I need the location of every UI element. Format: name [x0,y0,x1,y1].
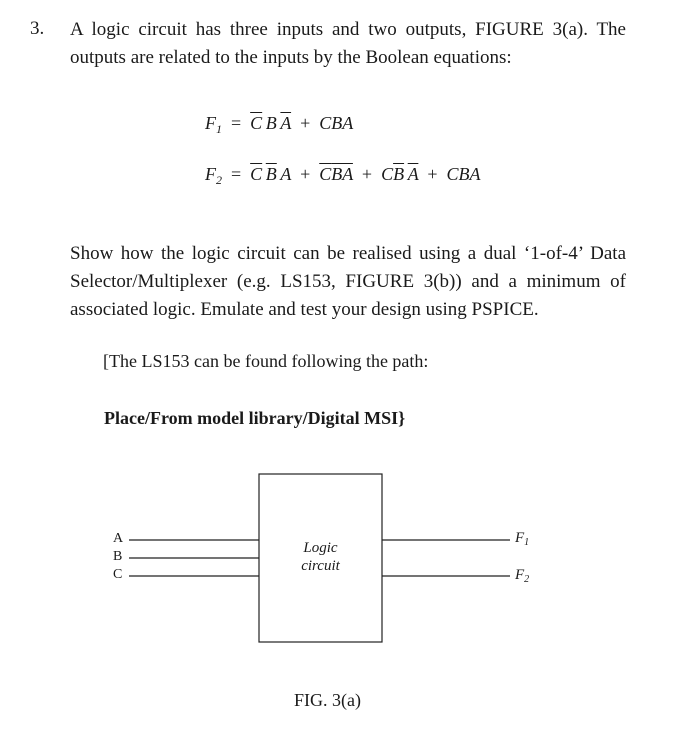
eq-f1-equals: = [231,113,242,133]
input-label-a: A [113,531,124,546]
eq-f2-t1-b: $\overline{B}$ [265,164,277,184]
eq-f2-plus-1: + [300,164,311,184]
eq-f1-name: F [205,113,216,133]
output-label-f1 [515,530,529,548]
output-f1-name: F [515,530,525,546]
eq-f2-t1-a: A [280,164,292,184]
logic-box-label-line1: Logic [303,540,338,556]
logic-box-label-line2: circuit [301,558,340,574]
input-label-b: B [113,549,123,564]
output-f2-name: F [515,567,525,583]
eq-f1-t1-b: B [265,113,277,133]
eq-f1-t2: CBA [319,113,354,133]
output-f1-sub: 1 [524,537,530,548]
note-path: Place/From model library/Digital MSI} [104,408,406,428]
input-label-c: C [113,567,123,582]
eq-f2-t3-c: C [381,164,394,184]
question-intro: A logic circuit has three inputs and two outputs, FIGURE 3(a). The outputs are related to the inputs by the Boolean equations: [70,19,626,68]
eq-f1-t1-c: $\overline{C}$ [250,113,263,133]
eq-f2-equals: = [231,164,242,184]
task-paragraph: Show how the logic circuit can be realised using a dual ‘1-of-4’ Data Selector/Multiplexer (e.g. LS153, FIGURE 3(b)) and a minimum of associated logic. Emulate and test your design using PSPICE. [70,243,626,320]
eq-f2-t3-a: $\overline{A}$ [407,164,419,184]
question-number: 3. [30,18,45,39]
logic-box-label [259,539,382,575]
eq-f1-sub: 1 [216,122,222,136]
eq-f2-plus-3: + [427,164,438,184]
eq-f2-t1-c: $\overline{C}$ [250,164,263,184]
eq-f2-sub: 2 [216,173,222,187]
eq-f2-t2-ba: $\overline{BA}$ [331,164,353,184]
eq-f1-t1-a: $\overline{A}$ [280,113,292,133]
eq-f2-plus-2: + [361,164,373,184]
eq-f2-t3-b: $\overline{B}$ [393,164,405,184]
eq-f1-plus: + [300,113,311,133]
eq-f2-t2-c: $\overline{C}$ [319,164,332,184]
figure-caption: FIG. 3(a) [294,690,361,710]
output-f2-sub: 2 [524,574,530,585]
eq-f2-t4: CBA [446,164,481,184]
eq-f2-name: F [205,164,216,184]
note-line-1: [The LS153 can be found following the path: [103,351,429,371]
output-label-f2 [515,567,529,585]
